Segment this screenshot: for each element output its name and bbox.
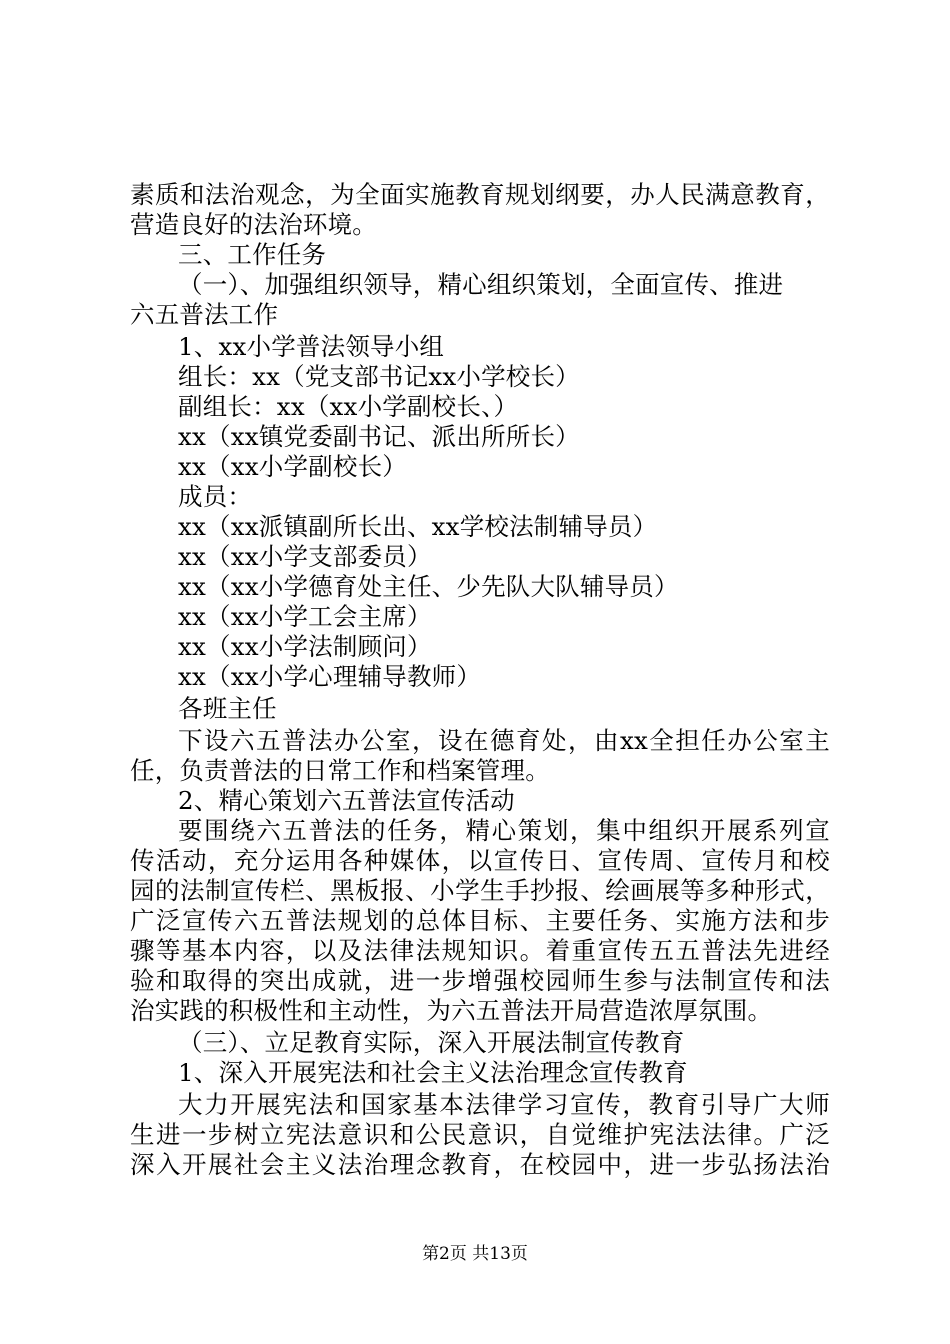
text-line: 治实践的积极性和主动性，为六五普法开局营造浓厚氛围。: [130, 996, 773, 1025]
text-line: xx（xx小学德育处主任、少先队大队辅导员）: [178, 572, 679, 601]
text-line: 各班主任: [178, 694, 277, 723]
text-line: xx（xx镇党委副书记、派出所所长）: [178, 422, 580, 451]
text-line: 1、深入开展宪法和社会主义法治理念宣传教育: [178, 1058, 688, 1087]
subsection-heading-cont: 六五普法工作: [130, 300, 279, 329]
text-line: 要围绕六五普法的任务，精心策划，集中组织开展系列宣: [178, 816, 830, 845]
section-heading: 三、工作任务: [178, 240, 327, 269]
text-line: 骤等基本内容，以及法律法规知识。着重宣传五五普法先进经: [130, 936, 830, 965]
subsection-heading: （一）、加强组织领导，精心组织策划，全面宣传、推进: [178, 270, 784, 299]
text-line: 副组长：xx（xx小学副校长、）: [178, 392, 519, 421]
text-line: xx（xx派镇副所长出、xx学校法制辅导员）: [178, 512, 658, 541]
text-line: 2、精心策划六五普法宣传活动: [178, 786, 515, 815]
text-line: xx（xx小学支部委员）: [178, 542, 432, 571]
text-line: 任，负责普法的日常工作和档案管理。: [130, 756, 550, 785]
text-line: 园的法制宣传栏、黑板报、小学生手抄报、绘画展等多种形式，: [130, 876, 830, 905]
text-line: 素质和法治观念，为全面实施教育规划纲要，办人民满意教育，: [130, 180, 830, 209]
text-line: 成员：: [178, 482, 253, 511]
subsection-heading: （三）、立足教育实际，深入开展法制宣传教育: [178, 1028, 685, 1057]
text-line: 下设六五普法办公室，设在德育处，由xx全担任办公室主: [178, 726, 830, 755]
text-line: 深入开展社会主义法治理念教育，在校园中，进一步弘扬法治: [130, 1150, 830, 1179]
text-line: xx（xx小学法制顾问）: [178, 632, 432, 661]
text-line: 1、xx小学普法领导小组: [178, 332, 445, 361]
text-line: xx（xx小学工会主席）: [178, 602, 432, 631]
text-line: 大力开展宪法和国家基本法律学习宣传，教育引导广大师: [178, 1090, 830, 1119]
text-line: xx（xx小学副校长）: [178, 452, 407, 481]
text-line: 广泛宣传六五普法规划的总体目标、主要任务、实施方法和步: [130, 906, 830, 935]
page-footer: 第2页 共13页: [422, 1244, 528, 1264]
text-line: 生进一步树立宪法意识和公民意识，自觉维护宪法法律。广泛: [130, 1120, 830, 1149]
text-line: 传活动，充分运用各种媒体，以宣传日、宣传周、宣传月和校: [130, 846, 830, 875]
text-line: 验和取得的突出成就，进一步增强校园师生参与法制宣传和法: [130, 966, 830, 995]
text-line: 营造良好的法治环境。: [130, 210, 377, 239]
text-line: 组长：xx（党支部书记xx小学校长）: [178, 362, 580, 391]
text-line: xx（xx小学心理辅导教师）: [178, 662, 482, 691]
